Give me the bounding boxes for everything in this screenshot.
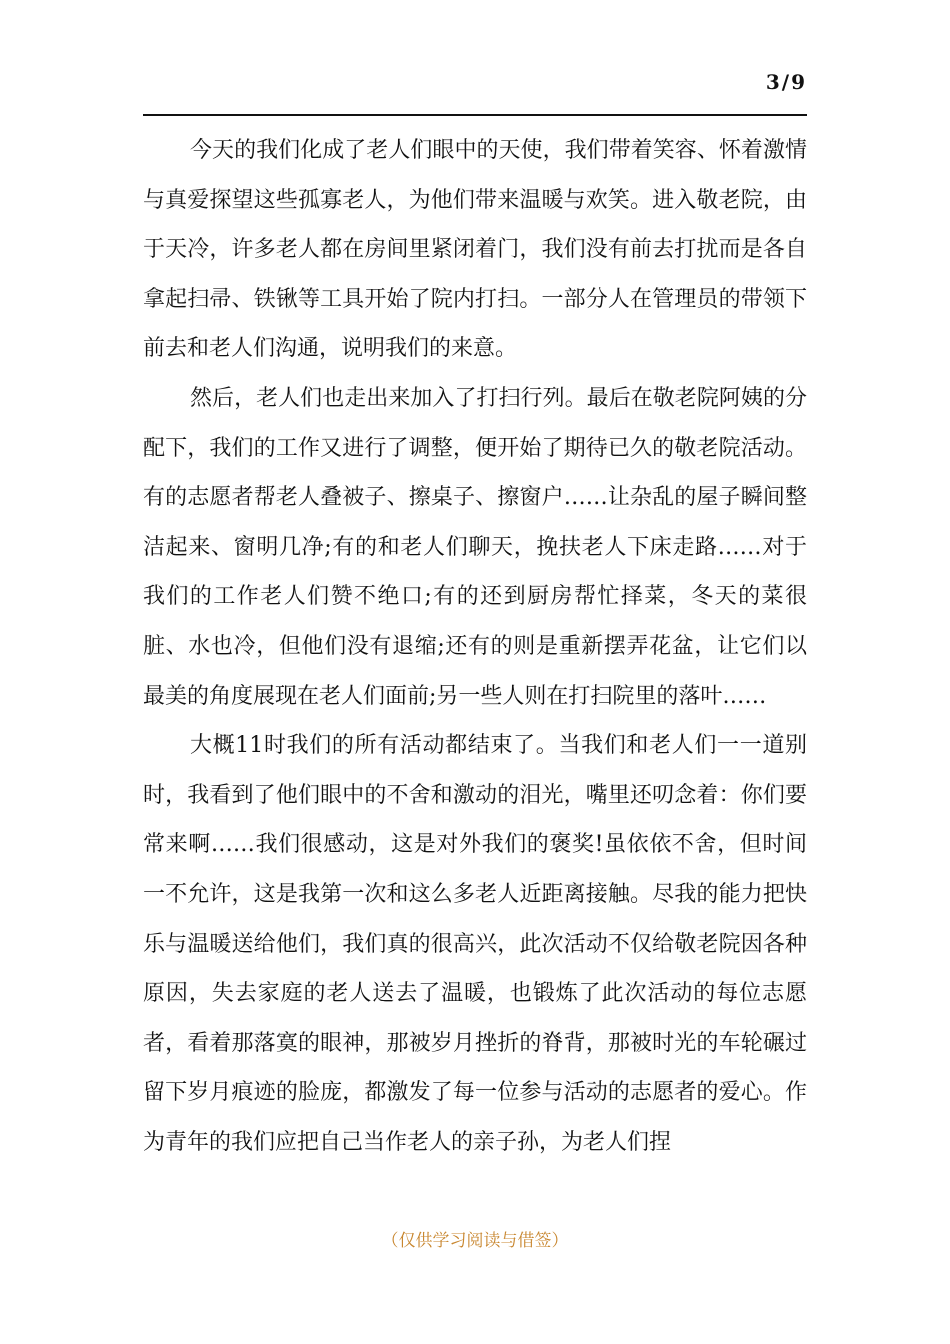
document-body <box>143 126 807 1167</box>
paragraph-1: 今天的我们化成了老人们眼中的天使，我们带着笑容、怀着激情与真爱探望这些孤寡老人，为他们带来温暖与欢笑。进入敬老院，由于天冷，许多老人都在房间里紧闭着门，我们没有前去打扰而是各自拿起扫帚、铁锹等工具开始了院内打扫。一部分人在管理员的带领下前去和老人们沟通，说明我们的来意。 <box>143 138 807 362</box>
paragraph-2: 然后，老人们也走出来加入了打扫行列。最后在敬老院阿姨的分配下，我们的工作又进行了调整，便开始了期待已久的敬老院活动。有的志愿者帮老人叠被子、擦桌子、擦窗户……让杂乱的屋子瞬间整洁起来、窗明几净;有的和老人们聊天，挽扶老人下床走路……对于我们的工作老人们赞不绝口;有的还到厨房帮忙择菜，冬天的菜很脏、水也冷，但他们没有退缩;还有的则是重新摆弄花盆，让它们以最美的角度展现在老人们面前;另一些人则在打扫院里的落叶…… <box>143 385 807 709</box>
header-divider <box>143 114 807 116</box>
paragraph-3: 大概11时我们的所有活动都结束了。当我们和老人们一一道别时，我看到了他们眼中的不舍和激动的泪光，嘴里还叨念着：你们要常来啊……我们很感动，这是对外我们的褒奖!虽依依不舍，但时间一不允许，这是我第一次和这么多老人近距离接触。尽我的能力把快乐与温暖送给他们，我们真的很高兴，此次活动不仅给敬老院因各种原因，失去家庭的老人送去了温暖，也锻炼了此次活动的每位志愿者，看着那落寞的眼神，那被岁月挫折的脊背，那被时光的车轮碾过留下岁月痕迹的脸庞，都激发了每一位参与活动的志愿者的爱心。作为青年的我们应把自己当作老人的亲子孙，为老人们捏 <box>143 733 807 1155</box>
footer-note: （仅供学习阅读与借签） <box>381 1231 569 1251</box>
page-number: 3/9 <box>765 70 807 94</box>
